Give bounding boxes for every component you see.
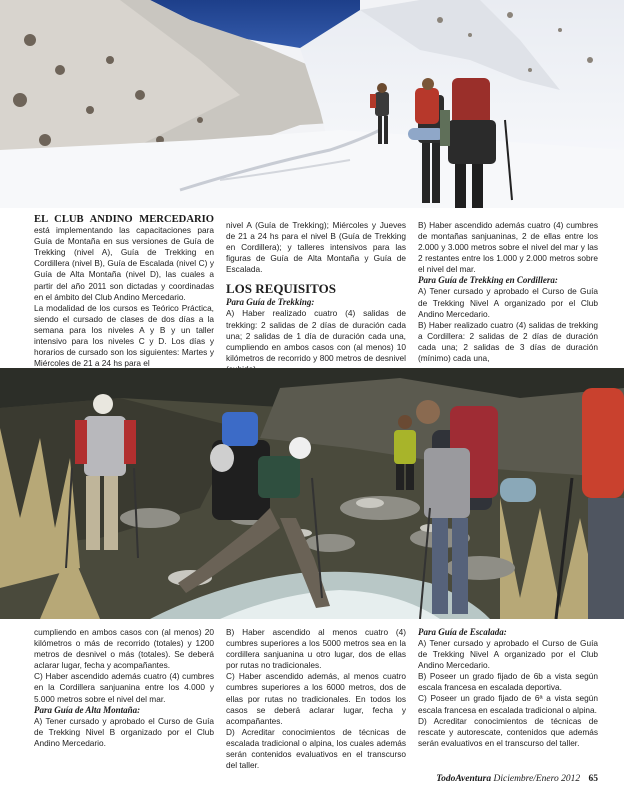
publication-name: TodoAventura bbox=[436, 774, 492, 784]
alta-montana-subheading: Para Guía de Alta Montaña: bbox=[34, 704, 141, 715]
cordillera-req-c: C) Haber ascendido además cuatro (4) cumbres en la Cordillera sanjuanina entre los 4.000 y 5.000 metros sobre el nivel del mar. bbox=[34, 671, 214, 704]
trekking-req-a: A) Haber realizado cuatro (4) salidas de trekking: 2 salidas de 2 días de duración cada una; 2 salidas de 1 día de duración cada una, cumpliendo en ambos casos con (al menos) 10 kilómetros de recorrido y 800 metros de desnivel bbox=[226, 308, 406, 363]
page-footer bbox=[436, 774, 598, 784]
cordillera-req-b: B) Haber realizado cuatro (4) salidas de trekking a Cordillera: 2 salidas de 2 días de duración cada una; 2 salidas de 3 días de duración (mínimo) cada una, bbox=[418, 319, 598, 364]
trekking-req-b: B) Haber ascendido además cuatro (4) cumbres de montañas sanjuaninas, 2 de ellas entre los 2.000 y 3.000 metros sobre el nivel del mar y las 2 restantes entre los 1.000 y 2.000 metros sobre el nivel del mar. bbox=[418, 220, 598, 275]
column-1-bottom bbox=[34, 627, 214, 749]
issue-date: Diciembre/Enero 2012 bbox=[493, 774, 581, 784]
alta-montana-req-a: A) Tener cursado y aprobado el Curso de Guía de Trekking Nivel B organizado por el Club Andino Mercedario. bbox=[34, 715, 214, 748]
modality-paragraph: La modalidad de los cursos es Teórico Práctica, siendo el cursado de clases de dos días a la semana para los niveles A y B y un taller intensivo para los niveles C y D. Los días y horarios de cursado son los siguientes: Martes y Miércoles de 21 a 24 hs para el bbox=[34, 302, 214, 369]
column-2-top bbox=[226, 220, 406, 375]
escalada-req-d: D) Acreditar conocimientos de técnicas de rescate y autorescate, contenidos que además serán evaluativos en el transcurso del taller. bbox=[418, 715, 598, 748]
alta-montana-req-b: B) Haber ascendido al menos cuatro (4) cumbres superiores a los 5000 metros sea en la cordillera sanjuanina u otro lugar, dos de ellas por rutas no tradicionales. bbox=[226, 627, 406, 671]
trekking-subheading: Para Guía de Trekking: bbox=[226, 297, 315, 308]
middle-photo-river-crossing bbox=[0, 368, 624, 619]
column-3-top bbox=[418, 220, 598, 364]
top-photo-snow-trek bbox=[0, 0, 624, 208]
column-3-bottom bbox=[418, 627, 598, 749]
column-2-bottom bbox=[226, 627, 406, 771]
alta-montana-req-d: D) Acreditar conocimientos de técnicas de escalada tradicional o alpina, los cuales además serán contenidos evaluativos en el transcurso del taller. bbox=[226, 726, 406, 771]
top-text-band bbox=[0, 214, 624, 369]
alta-montana-req-c: C) Haber ascendido además, al menos cuatro cumbres superiores a los 6000 metros, dos de ellas por rutas no tradicionales. En todos los casos se deberá aclarar lugar, fecha y acompañantes. bbox=[226, 671, 406, 726]
escalada-req-c: C) Poseer un grado fijado de 6ª a vista según escala francesa en escalada tradicional o alpina. bbox=[418, 693, 598, 715]
page-number: 65 bbox=[588, 774, 598, 784]
cordillera-subheading: Para Guía de Trekking en Cordillera: bbox=[418, 275, 558, 286]
intro-text: está implementando las capacitaciones para Guía de Montaña en sus versiones de Guía de Trekking (nivel A), Guía de Trekking en Cordillera (nivel B), Guía de Escalada (nivel C) y Guía de Alta Montaña (nivel D), las cuales a partir del año 2011 son dictadas y coordinadas en el ámbito del Club Andino Mercedario. bbox=[34, 225, 214, 302]
column-1-top bbox=[34, 214, 214, 369]
bottom-text-band bbox=[0, 627, 624, 772]
escalada-subheading: Para Guía de Escalada: bbox=[418, 627, 507, 637]
requirements-heading: LOS REQUISITOS bbox=[226, 281, 336, 297]
club-name-lead: EL CLUB ANDINO MERCEDARIO bbox=[34, 214, 214, 225]
intro-paragraph bbox=[34, 214, 214, 303]
escalada-req-b: B) Poseer un grado fijado de 6b a vista según escala francesa en escalada deportiva. bbox=[418, 671, 598, 693]
cordillera-req-a: A) Tener cursado y aprobado el Curso de Guía de Trekking Nivel A organizado por el Club Andino Mercedario. bbox=[418, 286, 598, 319]
schedule-paragraph: nivel A (Guía de Trekking); Miércoles y Jueves de 21 a 24 hs para el nivel B (Guía de Trekking en Cordillera); y talleres intensivos para las figuras de Guía de Alta Montaña y Guía de Escalada. bbox=[226, 220, 406, 275]
escalada-req-a: A) Tener cursado y aprobado el Curso de Guía de Trekking Nivel A organizado por el Club Andino Mercedario. bbox=[418, 638, 598, 671]
cordillera-req-b-cont: cumpliendo en ambos casos con (al menos) 20 kilómetros o más de recorrido (totales) y 1200 metros de desnivel o más (totales). Se deberá aclarar lugar, fecha y acompañantes. bbox=[34, 627, 214, 671]
